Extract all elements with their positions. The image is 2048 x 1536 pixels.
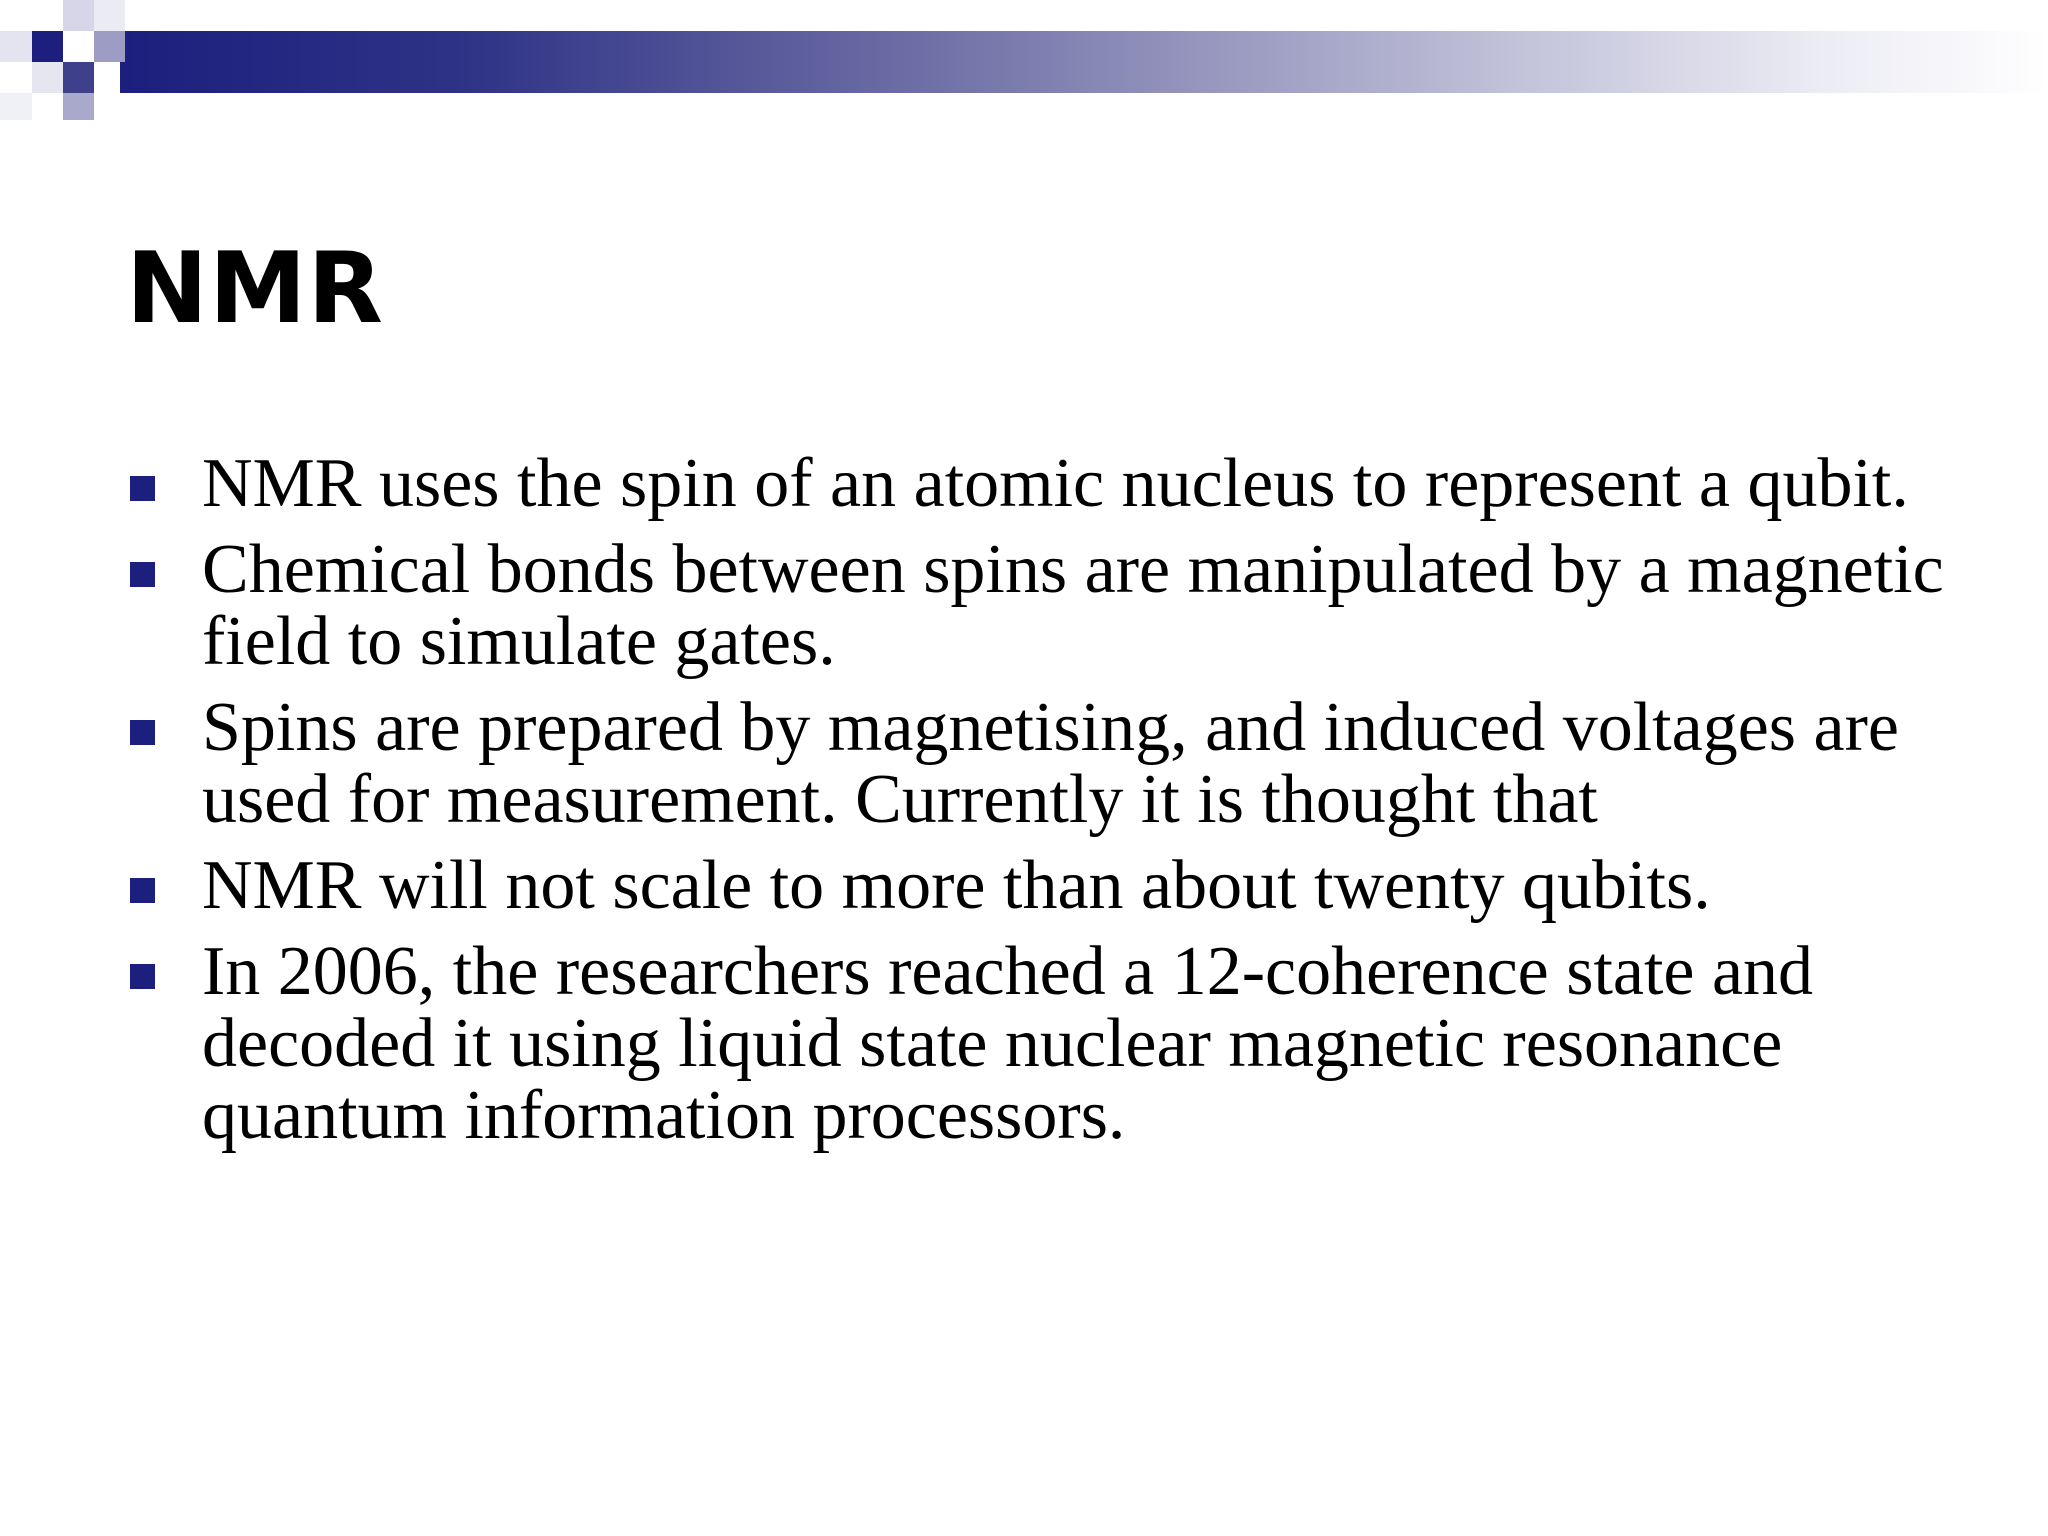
bullet-item	[126, 847, 1956, 924]
header-square-decoration	[32, 31, 63, 62]
bullet-item	[126, 689, 1956, 838]
bullet-text: NMR will not scale to more than about twenty qubits.	[202, 847, 1711, 924]
square-bullet-icon	[130, 562, 155, 587]
slide-title: NMR	[126, 232, 385, 346]
bullet-item	[126, 445, 1956, 522]
header-square-decoration	[32, 62, 63, 93]
header-square-decoration	[94, 0, 125, 31]
square-bullet-icon	[130, 878, 155, 903]
bullet-item	[126, 531, 1956, 680]
bullet-item	[126, 933, 1956, 1154]
square-bullet-icon	[130, 476, 155, 501]
square-bullet-icon	[130, 964, 155, 989]
header-square-decoration	[63, 93, 94, 120]
header-square-decoration	[0, 93, 32, 120]
square-bullet-icon	[130, 720, 155, 745]
header-gradient-band	[120, 31, 2048, 93]
header-square-decoration	[63, 0, 94, 31]
bullet-text: Chemical bonds between spins are manipulated by a magnetic field to simulate gates.	[202, 531, 1944, 680]
header-square-decoration	[0, 31, 32, 62]
header-square-decoration	[94, 31, 125, 62]
header-square-decoration	[63, 62, 94, 93]
bullet-text: Spins are prepared by magnetising, and induced voltages are used for measurement. Currently it is thought that	[202, 689, 1899, 838]
bullet-list	[126, 445, 1956, 1166]
bullet-text: NMR uses the spin of an atomic nucleus to represent a qubit.	[202, 445, 1909, 522]
bullet-text: In 2006, the researchers reached a 12-coherence state and decoded it using liquid state nuclear magnetic resonance quantum information processors.	[202, 933, 1814, 1154]
